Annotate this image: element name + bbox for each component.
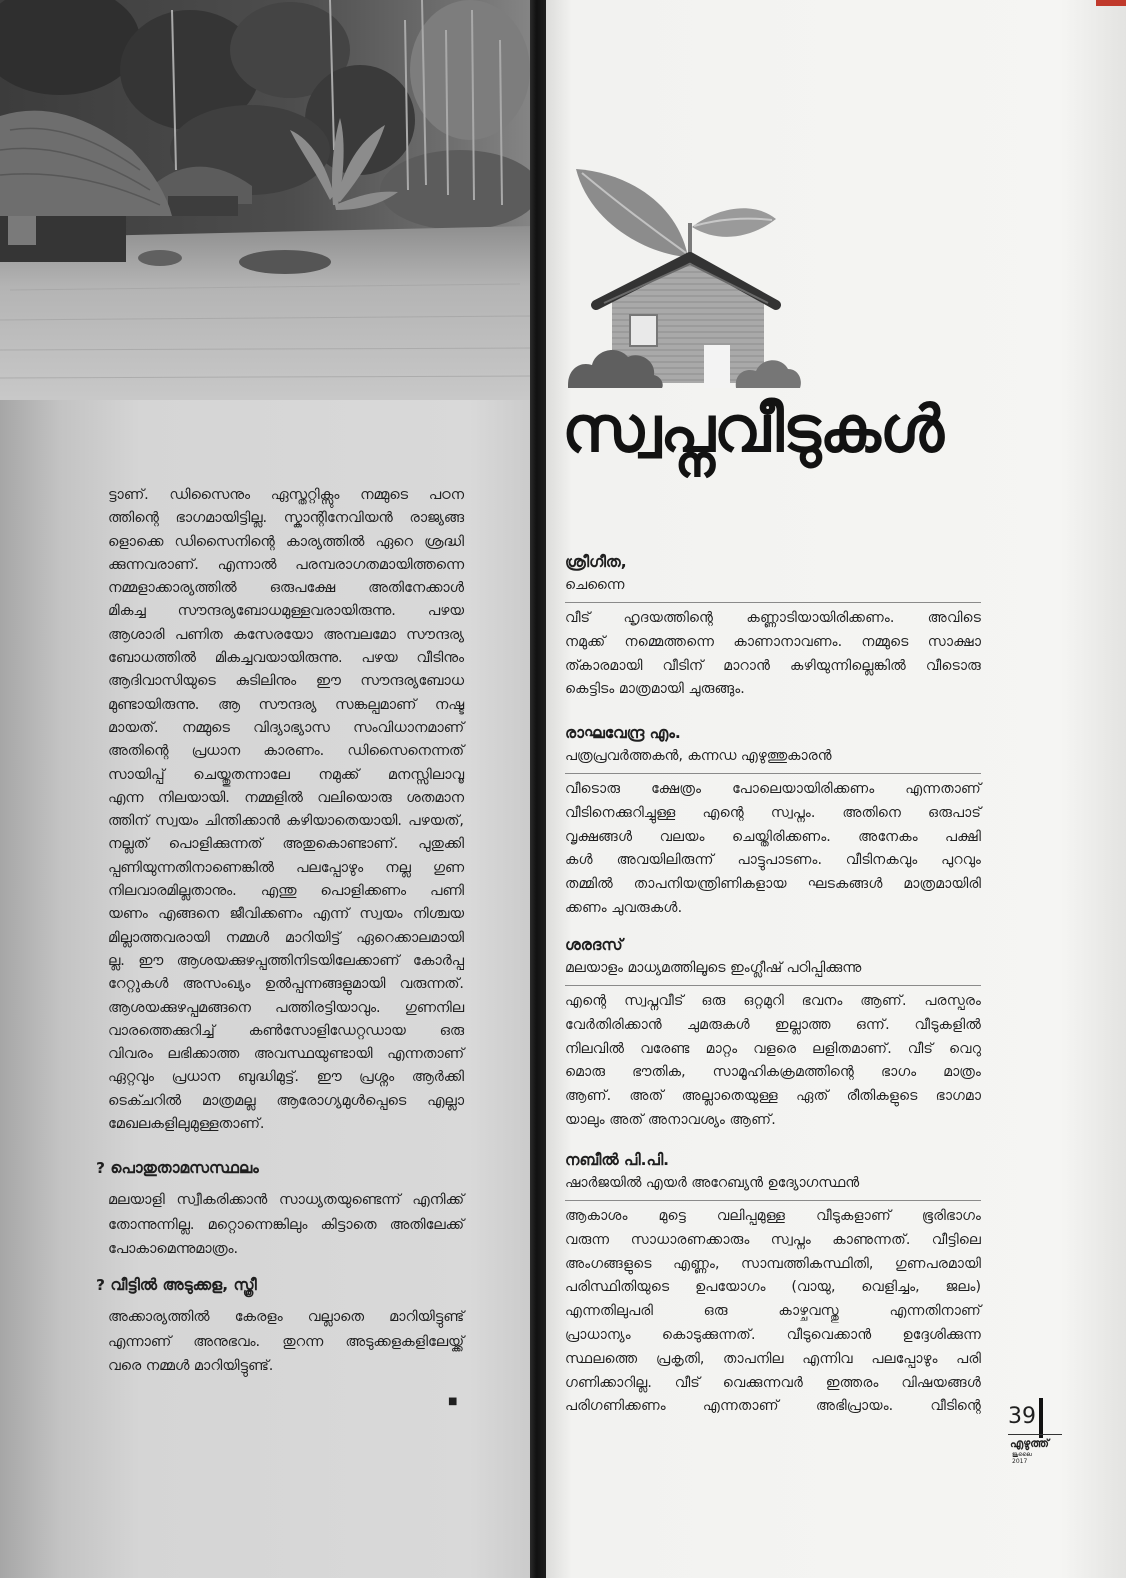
left-article-body [108, 484, 464, 1136]
text-line: യണം എങ്ങനെ ജീവിക്കണം എന്ന് സ്വയം നിശ്ചയ [108, 906, 464, 923]
text-line: എന്നതിലുപരി ഒരു കാഴ്ചവസ്തു എന്നതിനാണ് [565, 1303, 981, 1320]
article-end-mark: ■ [448, 1396, 458, 1407]
text-line: ആശയക്കുഴപ്പമങ്ങനെ പത്തിരട്ടിയാവും. ഗുണനില [108, 999, 464, 1016]
text-line: ത്തിന്റെ ഭാഗമായിട്ടില്ല. സ്കാന്റിനേവിയൻ രാജ്യങ്ങ [108, 510, 464, 527]
dream-home-entry [565, 721, 981, 921]
text-line: വീടൊരു ക്ഷേത്രം പോലെയായിരിക്കണം എന്നതാണ് [565, 781, 981, 797]
text-line: ആദിവാസിയുടെ കുടിലിനും ഈ സൗന്ദര്യബോധ [108, 673, 464, 690]
text-line: അംഗങ്ങളുടെ എണ്ണം, സാമ്പത്തികസ്ഥിതി, ഗുണപരമായി [565, 1255, 981, 1272]
page-binding [530, 0, 546, 1578]
text-line: സായിപ്പ് ചെയ്തുതന്നാലേ നമുക്ക് മനസ്സിലാവൂ [108, 766, 464, 783]
text-line: വൃക്ഷങ്ങൾ വലയം ചെയ്തിരിക്കണം. അനേകം പക്ഷി [565, 828, 981, 845]
text-line: ഏറ്റവും പ്രധാന ബുദ്ധിമുട്ട്. ഈ പ്രശ്നം ആർക്കി [108, 1069, 464, 1086]
text-line: റേറ്റുകൾ അസംഖ്യം ഉൽപ്പന്നങ്ങളുമായി വരുന്നത്. [108, 976, 464, 993]
text-line: നല്ലത് പൊളിക്കുന്നത് അതുകൊണ്ടാണ്. പുതുക്കി [108, 836, 464, 853]
text-line: മലയാളി സ്വീകരിക്കാൻ സാധ്യതയുണ്ടെന്ന് എനിക്ക് [108, 1192, 464, 1208]
issue-month: ജൂലൈ [1012, 1451, 1032, 1458]
text-line: ട്ടാണ്. ഡിസൈനും ഏസ്തറ്റിക്സും നമ്മുടെ പഠന [108, 487, 464, 503]
leaf-left [576, 169, 688, 257]
text-line: നിലവാരമില്ലതാനും. എന്തു പൊളിക്കണം പണി [108, 883, 464, 900]
text-line: പരിഗണിക്കണം എന്നതാണ് അഭിപ്രായം. വീടിന്റെ [565, 1398, 981, 1415]
text-line: യാലും അത് അനാവശ്യം ആണ്. [565, 1111, 776, 1128]
text-line: ക്കണം ചുവരുകൾ. [565, 899, 683, 916]
divider [565, 1200, 981, 1201]
folio-bar [1039, 1398, 1043, 1438]
text-line: ക്കുന്നവരാണ്. എന്നാൽ പരമ്പരാഗതമായിത്തന്നെ [108, 556, 464, 573]
text-line: പരിസ്ഥിതിയുടെ ഉപയോഗം (വായു, വെളിച്ചം, ജലം) [565, 1279, 981, 1296]
text-line: ളൊക്കെ ഡിസൈനിന്റെ കാര്യത്തിൽ ഏറെ ശ്രദ്ധി [108, 533, 464, 550]
text-line: തോന്നുന്നില്ല. മറ്റൊന്നെങ്കിലും കിട്ടാതെ അതിലേക്ക് [108, 1216, 464, 1233]
text-line: വിവരം ലഭിക്കാത്ത അവസ്ഥയുണ്ടായി എന്നതാണ് [108, 1046, 464, 1063]
house-window [630, 315, 657, 346]
issue-year: 2017 [1012, 1458, 1028, 1465]
divider [565, 602, 981, 603]
text-line: കെട്ടിടം മാത്രമായി ചുരുങ്ങും. [565, 681, 745, 698]
text-line: എന്നാണ് അനുഭവം. തുറന്ന അടുക്കളകളിലേയ്ക്ക് [108, 1333, 464, 1350]
text-line: സ്ഥലത്തെ പ്രകൃതി, താപനില എന്നിവ പലപ്പോഴും പരി [565, 1350, 981, 1367]
contributor-role: പത്രപ്രവർത്തകൻ, കന്നഡ എഴുത്തുകാരൻ [565, 748, 832, 764]
text-line: ആണ്. അത് അല്ലാതെയുള്ള ഏത് രീതികളുടെ ഭാഗമാ [565, 1088, 981, 1105]
divider [565, 985, 981, 986]
text-line: മേഖലകളിലുമുള്ളതാണ്. [108, 1116, 265, 1133]
corner-accent [1096, 0, 1126, 6]
text-line: ടെക്ചറിൽ മാത്രമല്ല ആരോഗ്യമുൾപ്പെടെ എല്ലാ [108, 1092, 464, 1109]
house-door [704, 345, 730, 388]
contributor-name: ശ്രീഗീത, [565, 553, 627, 571]
text-line: മുണ്ടായിരുന്നു. ആ സൗന്ദര്യ സങ്കല്പമാണ് നഷ്ട [108, 696, 464, 713]
leaf-right [692, 208, 776, 237]
text-line: ല്ല. ഈ ആശയക്കുഴപ്പത്തിനിടയിലേക്കാണ് കോർപ്പ [108, 952, 464, 969]
text-line: വീടിനെക്കുറിച്ചുള്ള എന്റെ സ്വപ്നം. അതിനെ ഒരുപാട് [565, 804, 981, 821]
text-line: അതിന്റെ പ്രധാന കാരണം. ഡിസൈനെന്നത് [108, 743, 464, 760]
contributor-name: രാഘവേന്ദ്ര എം. [565, 724, 681, 742]
text-line: ആശാരി പണിത കസേരയോ അമ്പലമോ സൗന്ദര്യ [108, 626, 464, 643]
contributor-role: മലയാളം മാധ്യമത്തിലൂടെ ഇംഗ്ലീഷ് പഠിപ്പിക്കുന്നു [565, 960, 862, 976]
text-line: തമ്മിൽ താപനിയന്ത്രിണികളായ ഘടകങ്ങൾ മാത്രമായിരി [565, 876, 981, 893]
text-line: ആകാശം മുട്ടെ വലിപ്പമുള്ള വീടുകളാണ് ഭൂരിഭാഗം [565, 1208, 981, 1224]
text-line: എന്റെ സ്വപ്നവീട് ഒരു ഒറ്റമുറി ഭവനം ആണ്. പരസ്പരം [565, 993, 981, 1009]
contributor-name: നബീൽ പി.പി. [565, 1151, 670, 1169]
text-line: ബോധത്തിൽ മികച്ചവയായിരുന്നു. പഴയ വീടിനും [108, 650, 464, 667]
section-body [108, 1188, 464, 1262]
section-heading: ? പൊതുതാമസസ്ഥലം [96, 1159, 259, 1177]
text-line: വീട് ഹൃദയത്തിന്റെ കണ്ണാടിയായിരിക്കണം. അവിടെ [565, 610, 981, 626]
text-line: ഗണിക്കാറില്ല. വീട് വെക്കുന്നവർ ഇത്തരം വിഷയങ്ങൾ [565, 1374, 981, 1391]
page-title: സ്വപ്നവീടുകൾ [562, 393, 943, 467]
text-line: മൊരു ഭൗതിക, സാമൂഹികക്രമത്തിന്റെ ഭാഗം മാത്രം [565, 1064, 981, 1081]
dream-home-entry [565, 550, 981, 702]
text-line: പ്പണിയുന്നതിനാണെങ്കിൽ പലപ്പോഴും നല്ല ഗുണ [108, 859, 464, 876]
text-line: വേർതിരിക്കാൻ ചുമരുകൾ ഇല്ലാത്ത ഒന്ന്. വീടുകളിൽ [565, 1016, 981, 1033]
text-line: പോകാമെന്നുമാത്രം. [108, 1241, 239, 1258]
text-line: വരെ നമ്മൾ മാറിയിട്ടുണ്ട്. [108, 1358, 274, 1375]
house-sprout-icon [568, 163, 803, 388]
text-line: ത്തിന് സ്വയം ചിന്തിക്കാൻ കഴിയാതെയായി. പഴയത്, [108, 813, 464, 830]
contributor-role: ഷാർജയിൽ എയർ അറേബ്യൻ ഉദ്യോഗസ്ഥൻ [565, 1175, 860, 1191]
text-line: ത്കാരമായി വീടിന് മാറാൻ കഴിയുന്നില്ലെങ്കിൽ വീടൊരു [565, 657, 981, 674]
text-line: എന്ന നിലയായി. നമ്മളിൽ വലിയൊരു ശതമാന [108, 789, 464, 806]
text-line: മായത്. നമ്മുടെ വിദ്യാഭ്യാസ സംവിധാനമാണ് [108, 719, 464, 736]
text-line: അക്കാര്യത്തിൽ കേരളം വല്ലാതെ മാറിയിട്ടുണ്ട് [108, 1309, 464, 1325]
contributor-name: ശരദസ് [565, 936, 623, 954]
text-line: വാരത്തെക്കുറിച്ച് കൺസോളിഡേറ്റഡായ ഒരു [108, 1022, 464, 1039]
text-line: മികച്ച സൗന്ദര്യബോധമുള്ളവരായിരുന്നു. പഴയ [108, 603, 464, 620]
magazine-name: എഴുത്ത് [1010, 1437, 1049, 1450]
folio-line [1008, 1434, 1062, 1435]
section-body [108, 1305, 464, 1379]
divider [565, 773, 981, 774]
contributor-role: ചെന്നൈ [565, 577, 625, 593]
text-line: വരുന്ന സാധാരണക്കാരും സ്വപ്നം കാണുന്നത്. വീട്ടിലെ [565, 1231, 981, 1248]
page-number: 39 [1008, 1404, 1036, 1429]
text-line: മില്ലാത്തവരായി നമ്മൾ മാറിയിട്ട് ഏറെക്കാലമായി [108, 929, 464, 946]
text-line: കൾ അവയിലിരുന്ന് പാട്ടുപാടണം. വീടിനകവും പുറവും [565, 852, 981, 869]
forest-hut-photo [0, 0, 532, 400]
text-line: നമുക്ക് നമ്മെത്തന്നെ കാണാനാവണം. നമ്മുടെ സാക്ഷാ [565, 633, 981, 650]
section-heading: ? വീട്ടിൽ അടുക്കള, സ്ത്രീ [96, 1276, 257, 1294]
dream-home-entry [565, 933, 981, 1133]
text-line: നിലവിൽ വരേണ്ട മാറ്റം വളരെ ലളിതമാണ്. വീട് വെറു [565, 1040, 981, 1057]
text-line: നമ്മളാക്കാര്യത്തിൽ ഒരുപക്ഷേ അതിനേക്കാൾ [108, 580, 464, 597]
dream-home-entry [565, 1148, 981, 1419]
text-line: പ്രാധാന്യം കൊടുക്കുന്നത്. വീടുവെക്കാൻ ഉദ്ദേശിക്കുന്ന [565, 1326, 981, 1343]
